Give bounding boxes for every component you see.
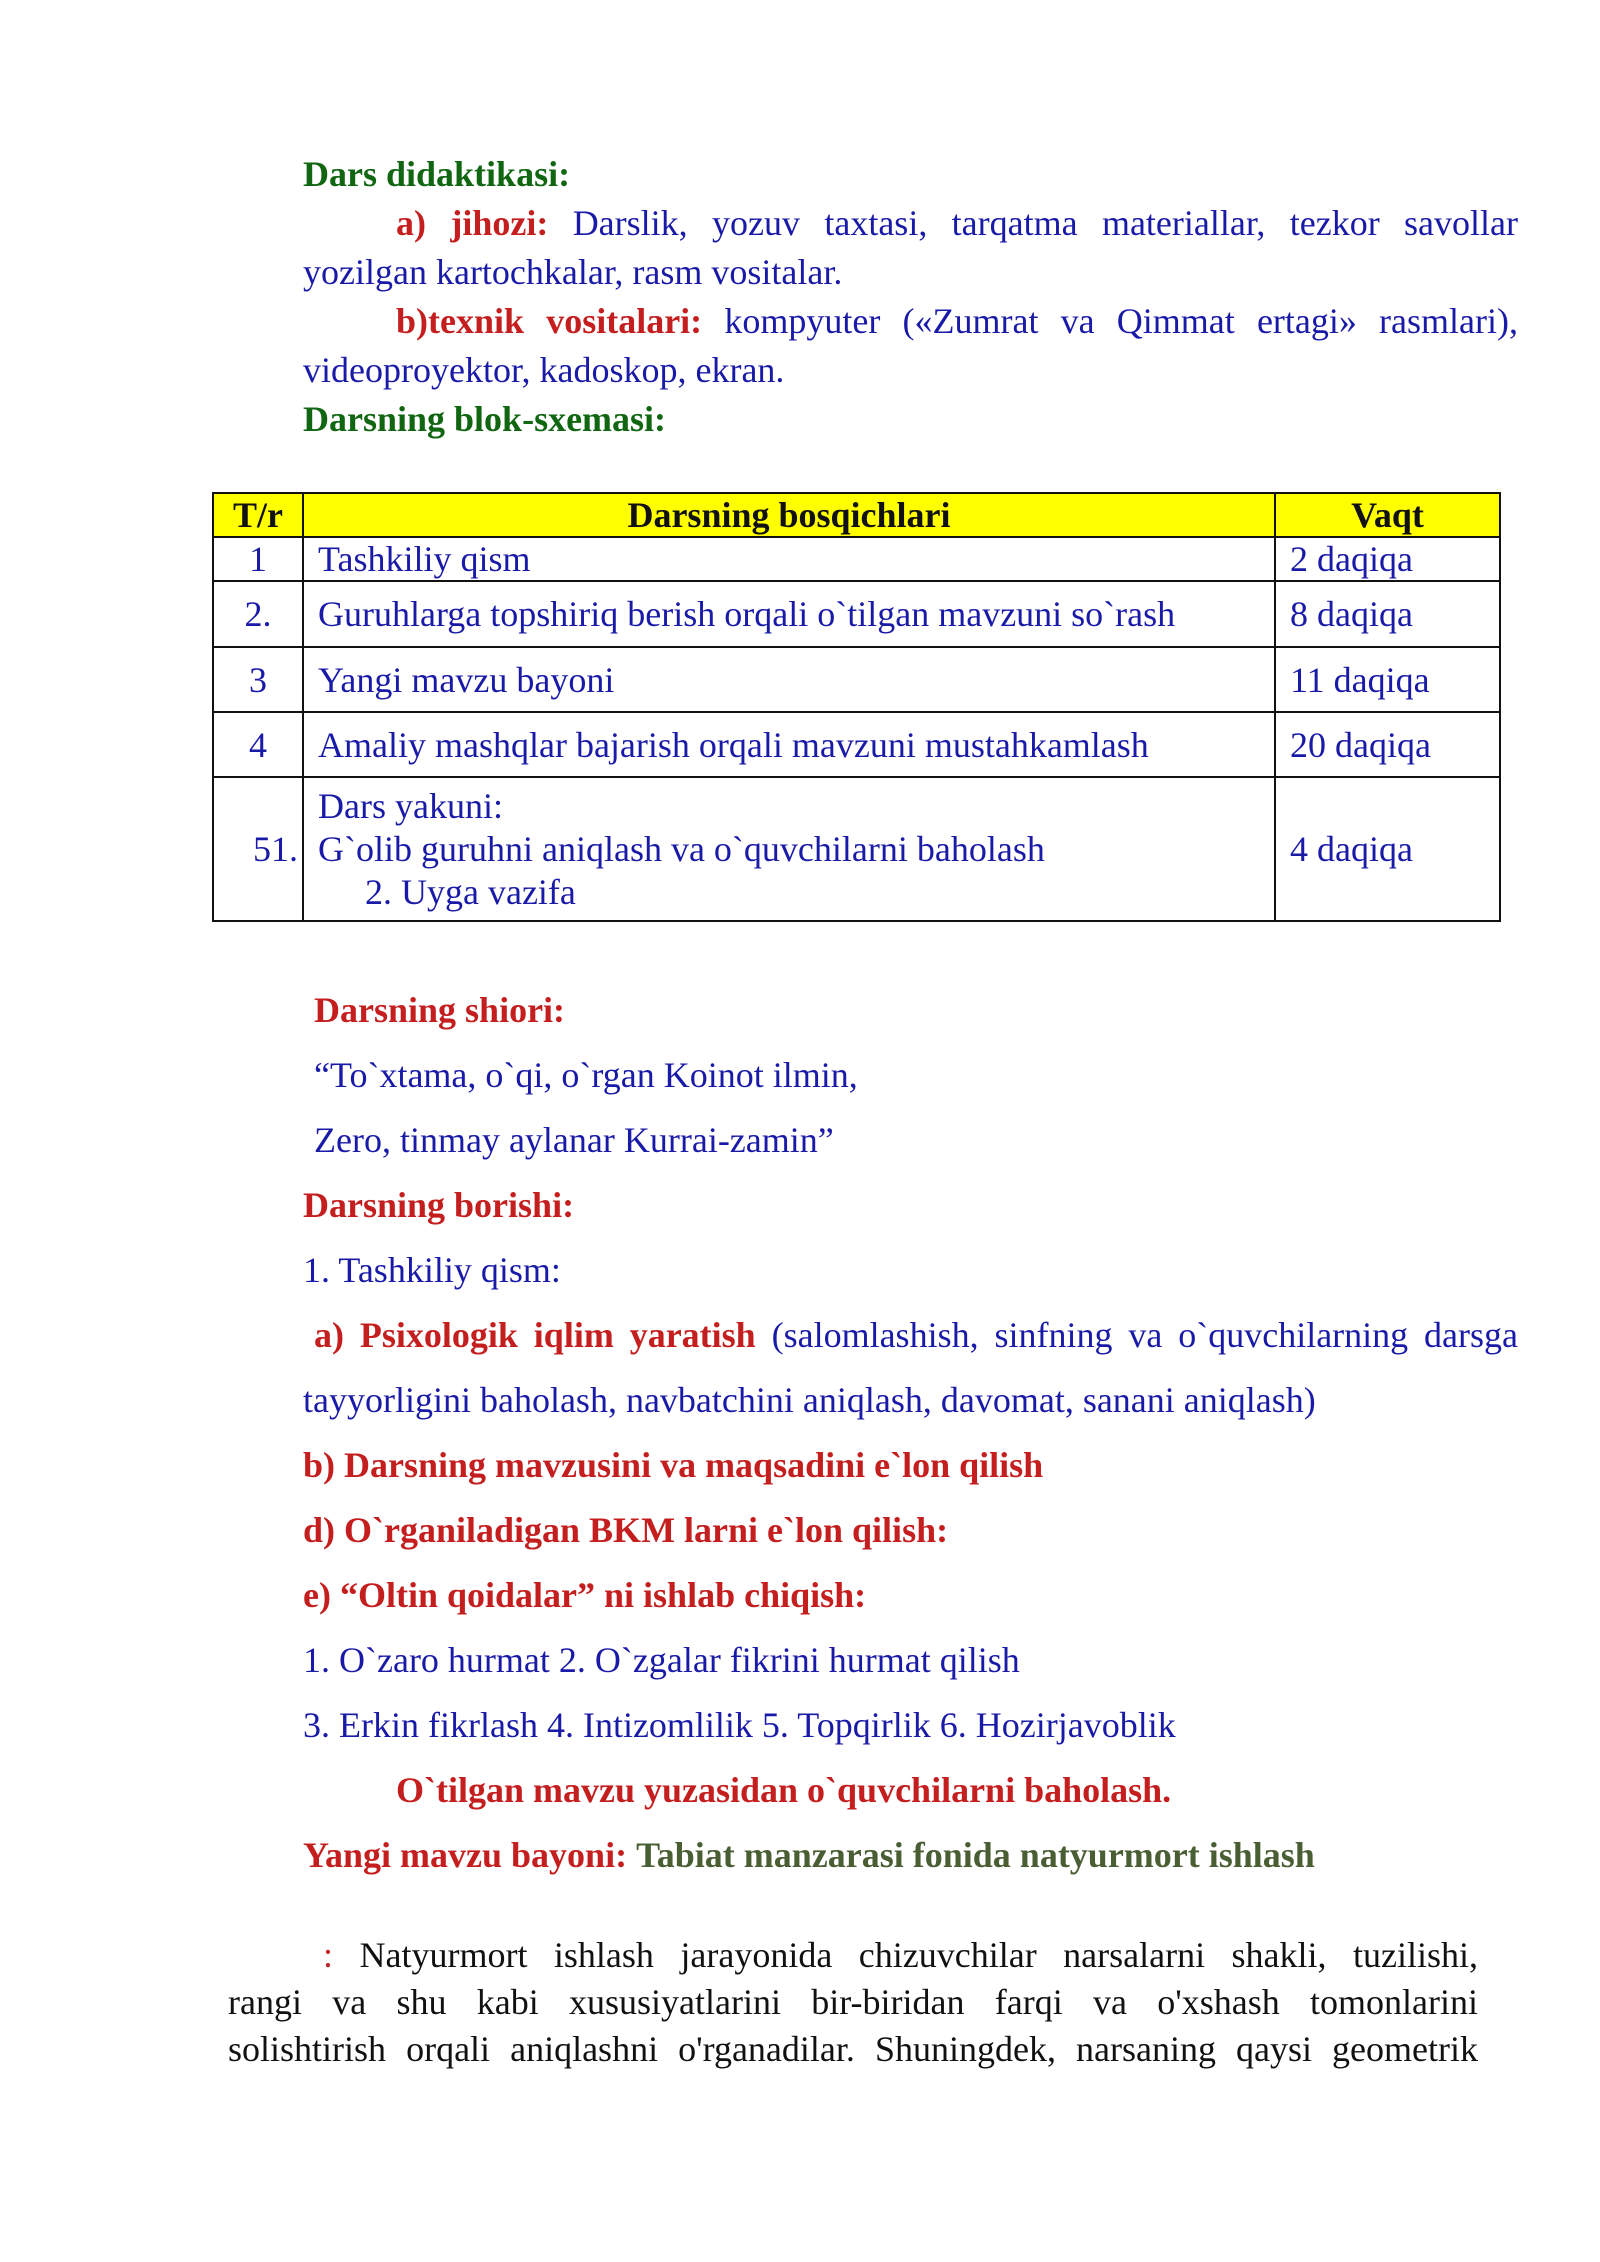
tech-label: b)texnik vositalari: (396, 301, 703, 341)
header-stages: Darsning bosqichlari (303, 493, 1275, 537)
row-number: 4 (213, 712, 303, 777)
closing-line: solishtirish orqali aniqlashni o'rganadilar. Shuningdek, narsaning qaysi geometrik (228, 2029, 1478, 2069)
announce-topic: b) Darsning mavzusini va maqsadini e`lon qilish (303, 1445, 1044, 1485)
closing-line: rangi va shu kabi xususiyatlarini bir-biridan farqi va o'xshash tomonlarini (228, 1982, 1478, 2022)
psychology-label: a) Psixologik iqlim yaratish (314, 1315, 756, 1355)
row-time: 2 daqiqa (1275, 537, 1500, 581)
row-time: 20 daqiqa (1275, 712, 1500, 777)
row-stage (303, 777, 1275, 921)
rules-line: 3. Erkin fikrlash 4. Intizomlilik 5. Topqirlik 6. Hozirjavoblik (303, 1705, 1176, 1745)
row-stage: Amaliy mashqlar bajarish orqali mavzuni mustahkamlash (303, 712, 1275, 777)
row-time: 8 daqiqa (1275, 581, 1500, 647)
new-topic-line (303, 1823, 1518, 1888)
process-heading: Darsning borishi: (303, 1185, 575, 1225)
table-row (213, 581, 1500, 647)
lesson-body (303, 978, 1518, 1888)
header-number: T/r (213, 493, 303, 537)
row-time: 11 daqiqa (1275, 647, 1500, 712)
motto-line: “To`xtama, o`qi, o`rgan Koinot ilmin, (314, 1055, 858, 1095)
motto-heading: Darsning shiori: (314, 990, 566, 1030)
table-row (213, 712, 1500, 777)
row-stage-line: G`olib guruhni aniqlash va o`quvchilarni baholash (318, 828, 1045, 869)
closing-colon: : (323, 1935, 334, 1975)
header-time: Vaqt (1275, 493, 1500, 537)
new-topic-label: Yangi mavzu bayoni: (303, 1835, 628, 1875)
row-stage: Guruhlarga topshiriq berish orqali o`tilgan mavzuni so`rash (303, 581, 1275, 647)
row-number: 2. (213, 581, 303, 647)
closing-line (228, 1932, 1478, 1979)
didactics-heading: Dars didaktikasi: (303, 154, 571, 194)
lesson-plan-table (212, 492, 1501, 922)
psychology-paragraph (303, 1303, 1518, 1433)
rules-line: 1. O`zaro hurmat 2. O`zgalar fikrini hurmat qilish (303, 1640, 1020, 1680)
equipment-label: a) jihozi: (396, 203, 549, 243)
row-number: 3 (213, 647, 303, 712)
process-step: 1. Tashkiliy qism: (303, 1250, 561, 1290)
table-row (213, 777, 1500, 921)
new-topic-title: Tabiat manzarasi fonida natyurmort ishlash (636, 1835, 1315, 1875)
closing-text: Natyurmort ishlash jarayonida chizuvchilar narsalarni shakli, tuzilishi, (359, 1935, 1478, 1975)
table-row (213, 537, 1500, 581)
block-scheme-heading: Darsning blok-sxemasi: (303, 399, 667, 439)
row-stage-line: Dars yakuni: (318, 785, 503, 826)
row-time: 4 daqiqa (1275, 777, 1500, 921)
equipment-paragraph (303, 199, 1518, 297)
psychology-text: (salomlashish, sinfning va o`quvchilarning darsga tayyorligini baholash, navbatchini aniqlash, davomat, sanani aniqlash) (303, 1315, 1519, 1420)
row-stage: Yangi mavzu bayoni (303, 647, 1275, 712)
tech-text: kompyuter («Zumrat va Qimmat ertagi» rasmlari), videoproyektor, kadoskop, ekran. (303, 301, 1518, 390)
didactics-section (303, 150, 1518, 444)
table-header-row (213, 493, 1500, 537)
assessment-line: O`tilgan mavzu yuzasidan o`quvchilarni baholash. (396, 1770, 1172, 1810)
table-row (213, 647, 1500, 712)
closing-paragraph (228, 1932, 1478, 2073)
row-number: 51. (213, 777, 303, 921)
row-stage-line: 2. Uyga vazifa (365, 871, 576, 912)
row-stage: Tashkiliy qism (303, 537, 1275, 581)
tech-paragraph (303, 297, 1518, 395)
motto-line: Zero, tinmay aylanar Kurrai-zamin” (314, 1120, 834, 1160)
golden-rules-heading: e) “Oltin qoidalar” ni ishlab chiqish: (303, 1575, 867, 1615)
row-number: 1 (213, 537, 303, 581)
equipment-text: Darslik, yozuv taxtasi, tarqatma materiallar, tezkor savollar yozilgan kartochkalar, rasm vositalar. (303, 203, 1519, 292)
announce-bkm: d) O`rganiladigan BKM larni e`lon qilish: (303, 1510, 949, 1550)
